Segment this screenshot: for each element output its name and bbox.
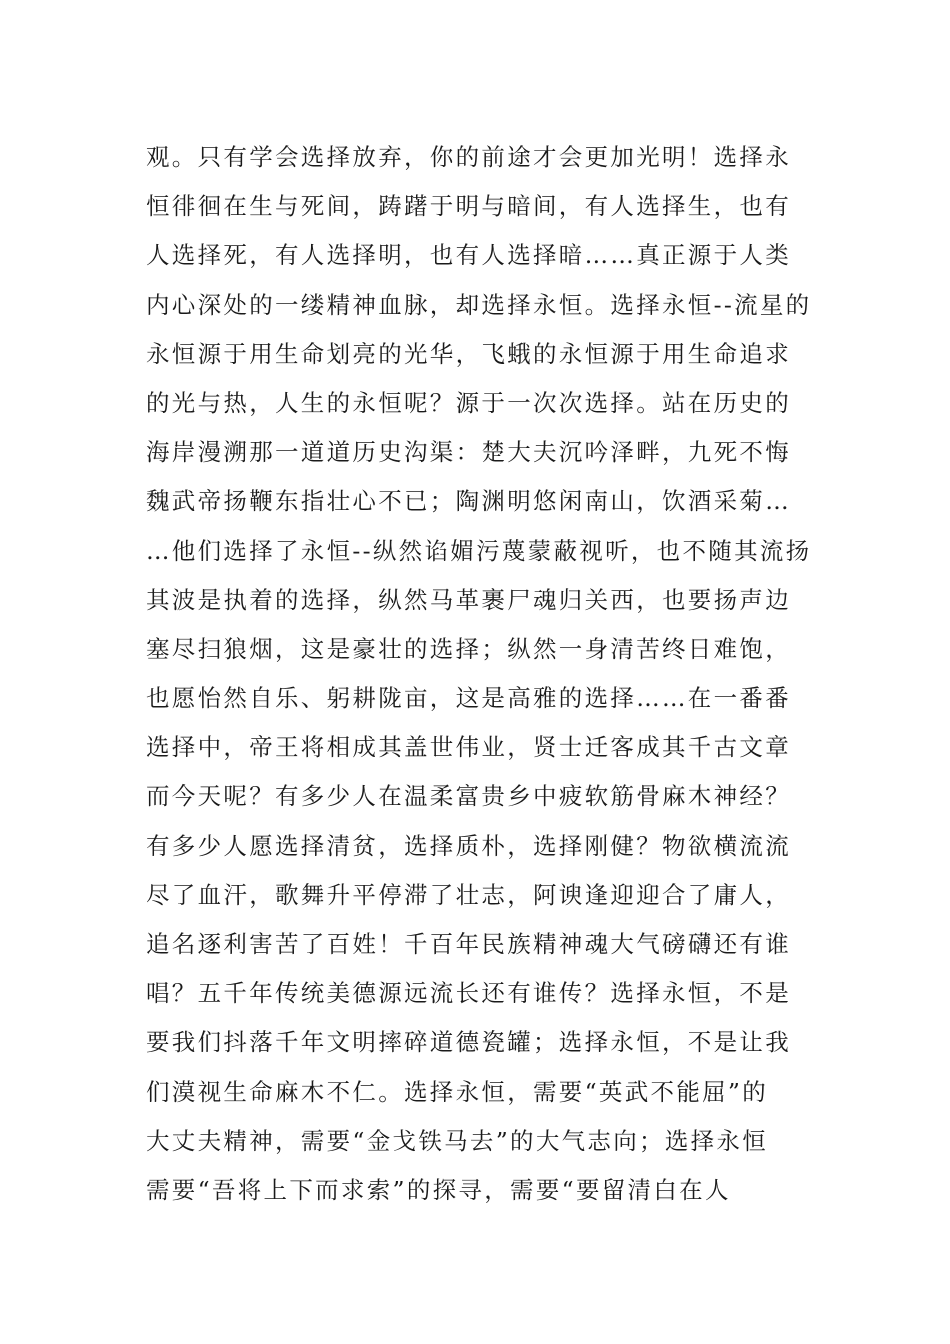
text-line: 尽了血汗，歌舞升平停滞了壮志，阿谀逢迎迎合了庸人， xyxy=(146,880,791,909)
text-line: 恒徘徊在生与死间，踌躇于明与暗间，有人选择生，也有 xyxy=(146,192,791,221)
text-line: 要我们抖落千年文明摔碎道德瓷罐；选择永恒，不是让我 xyxy=(146,1028,791,1057)
text-line: 也愿怡然自乐、躬耕陇亩，这是高雅的选择……在一番番 xyxy=(146,684,791,713)
body-text xyxy=(146,133,816,1215)
text-line: 塞尽扫狼烟，这是豪壮的选择；纵然一身清苦终日难饱， xyxy=(146,634,791,663)
text-line: 唱？五千年传统美德源远流长还有谁传？选择永恒，不是 xyxy=(146,979,791,1008)
text-line: 观。只有学会选择放弃，你的前途才会更加光明！选择永 xyxy=(146,143,791,171)
text-line: 需要“吾将上下而求索”的探寻，需要“要留清白在人 xyxy=(146,1175,731,1204)
text-line: 内心深处的一缕精神血脉，却选择永恒。选择永恒--流星的 xyxy=(146,290,812,319)
text-line: 选择中，帝王将相成其盖世伟业，贤士迁客成其千古文章 xyxy=(146,733,791,762)
text-line: 的光与热，人生的永恒呢？源于一次次选择。站在历史的 xyxy=(146,388,791,417)
text-line: 而今天呢？有多少人在温柔富贵乡中疲软筋骨麻木神经？ xyxy=(146,782,791,811)
text-line: 人选择死，有人选择明，也有人选择暗……真正源于人类 xyxy=(146,241,791,270)
text-line: 追名逐利害苦了百姓！千百年民族精神魂大气磅礴还有谁 xyxy=(146,930,791,958)
text-line: …他们选择了永恒--纵然谄媚污蔑蒙蔽视听，也不随其流扬 xyxy=(146,536,812,565)
text-line: 其波是执着的选择，纵然马革裹尸魂归关西，也要扬声边 xyxy=(146,585,791,614)
text-line: 大丈夫精神，需要“金戈铁马去”的大气志向；选择永恒 xyxy=(146,1126,769,1155)
text-line: 们漠视生命麻木不仁。选择永恒，需要“英武不能屈”的 xyxy=(146,1077,769,1106)
text-line: 海岸漫溯那一道道历史沟渠：楚大夫沉吟泽畔，九死不悔 xyxy=(146,438,791,467)
text-line: 永恒源于用生命划亮的光华，飞蛾的永恒源于用生命追求 xyxy=(146,339,791,368)
text-line: 魏武帝扬鞭东指壮心不已；陶渊明悠闲南山，饮酒采菊… xyxy=(146,487,791,516)
text-line: 有多少人愿选择清贫，选择质朴，选择刚健？物欲横流流 xyxy=(146,831,791,860)
